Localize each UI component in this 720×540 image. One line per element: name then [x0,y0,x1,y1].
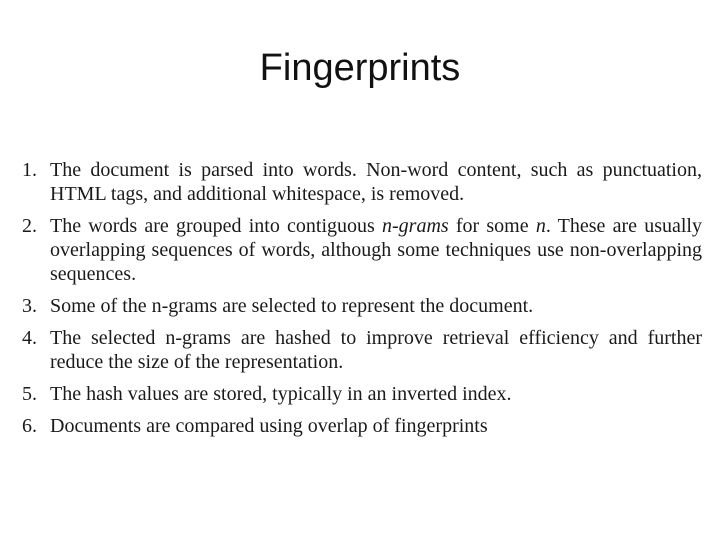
list-item [22,214,702,286]
list-item [22,158,702,206]
list-item-text: The document is parsed into words. Non-word content, such as punctuation, HTML tags, and additional whitespace, is removed. [50,159,702,205]
list-item-number: 2. [22,215,37,237]
list-item-emphasis: n [535,215,546,237]
slide-title: Fingerprints [259,47,461,89]
list-item-text: The selected n-grams are hashed to improve retrieval efficiency and further reduce the size of the representation. [50,327,702,373]
list-item-number: 1. [22,159,37,181]
list-item-emphasis: n-grams [382,215,449,237]
list-item [22,326,702,374]
list-item-number: 6. [22,415,37,437]
list-item-text: The hash values are stored, typically in an inverted index. [50,383,512,405]
list-item-text-part: . These are usually overlapping sequences of words, although some techniques use non-overlapping sequences. [50,215,702,285]
list-item-number: 4. [22,327,37,349]
list-item [22,294,702,318]
numbered-list [22,158,702,446]
list-item-number: 3. [22,295,37,317]
list-item-text: Some of the n-grams are selected to represent the document. [50,295,534,317]
list-item-text: Documents are compared using overlap of fingerprints [50,415,488,437]
list-item-number: 5. [22,383,37,405]
list-item [22,414,702,438]
list-item-text-part: for some [448,215,536,237]
list-item-text-part: The words are grouped into contiguous [50,215,382,237]
list-item [22,382,702,406]
